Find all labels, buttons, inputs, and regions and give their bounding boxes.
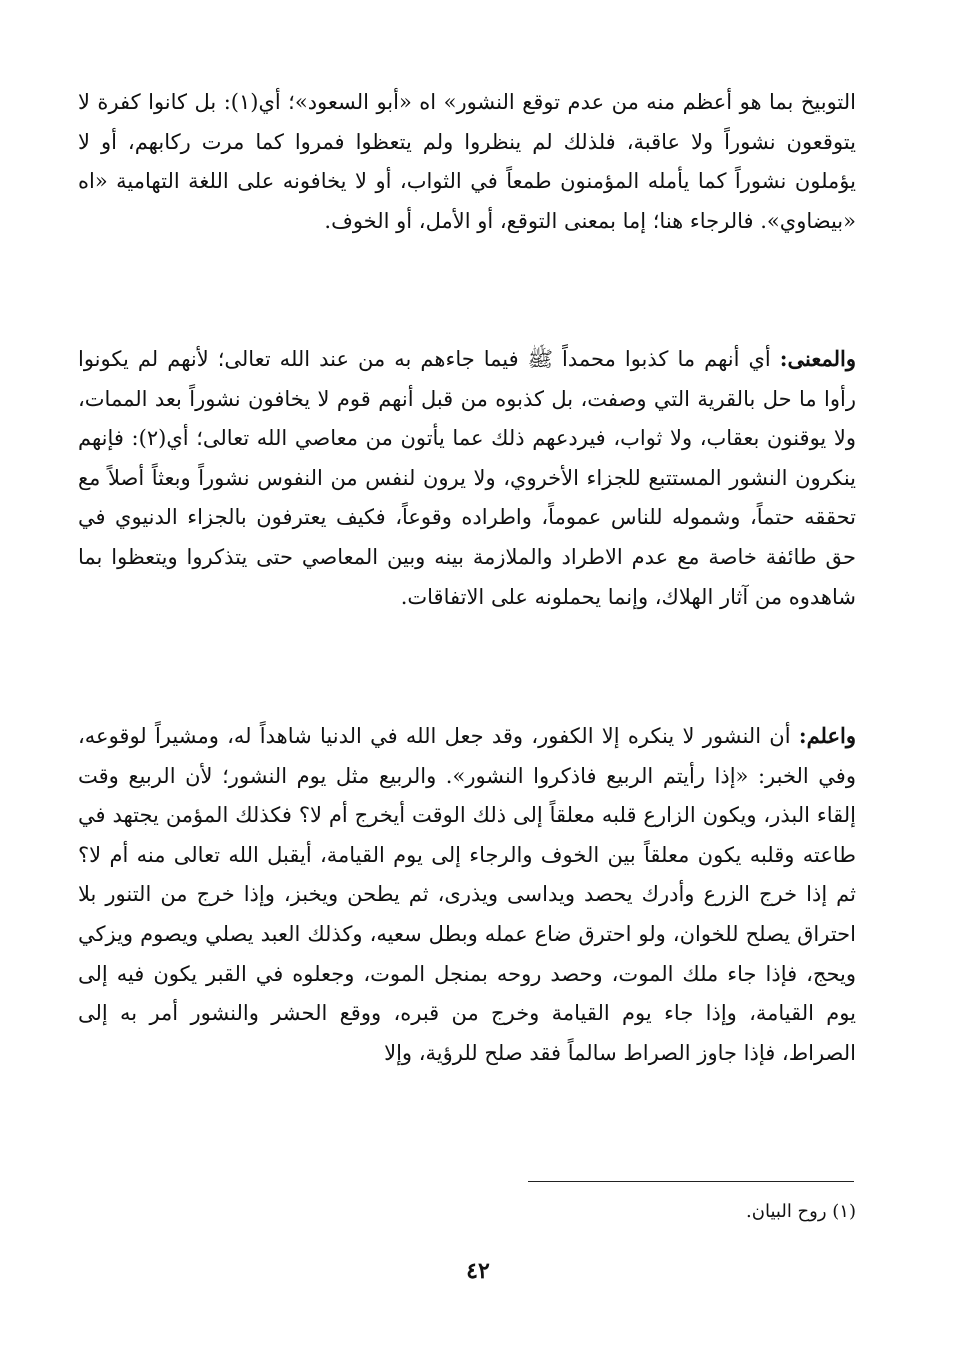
body-paragraph-2 <box>78 339 856 617</box>
footnote-divider <box>528 1181 854 1182</box>
paragraph-container <box>78 716 856 1073</box>
paragraph-text: أن النشور لا ينكره إلا الكفور، وقد جعل الله في الدنيا شاهداً له، ومشيراً لوقوعه، وفي الخبر: «إذا رأيتم الربيع فاذكروا النشور». والربيع مثل يوم النشور؛ لأن الربيع وقت إلقاء البذر، ويكون الزارع قلبه معلقاً إلى ذلك الوقت أيخرج أم لا؟ فكذلك المؤمن يجتهد في طاعته وقلبه يكون معلقاً بين الخوف والرجاء إلى يوم القيامة، أيقبل الله تعالى منه أم لا؟ ثم إذا خرج الزرع وأدرك يحصد ويداسى ويذرى، ثم يطحن ويخبز، وإذا خرج من التنور بلا احتراق يصلح للخوان، ولو احترق ضاع عمله وبطل سعيه، وكذلك العبد يصلي ويصوم ويزكي ويحج، فإذا جاء ملك الموت، وحصد روحه بمنجل الموت، وجعلوه في القبر يكون فيه إلى يوم القيامة، وإذا جاء يوم القيامة وخرج من قبره، ووقع الحشر والنشور أمر به إلى الصراط، فإذا جاوز الصراط سالماً فقد صلح للرؤية، وإلا <box>78 724 856 1065</box>
paragraph-lead-word: والمعنى: <box>779 346 856 371</box>
paragraph-text: أي أنهم ما كذبوا محمداً ﷺ فيما جاءهم به من عند الله تعالى؛ لأنهم لم يكونوا رأوا ما حل بالقرية التي وصفت، بل كذبوه من قبل أنهم قوم لا يخافون نشوراً بعد الممات، ولا يوقنون بعقاب، ولا ثواب، فيردعهم ذلك عما يأتون من معاصي الله تعالى؛ أي(٢): فإنهم ينكرون النشور المستتبع للجزاء الأخروي، ولا يرون لنفس من النفوس نشوراً وبعثاً أصلاً مع تحققه حتماً، وشموله للناس عموماً، واطراده وقوعاً، فكيف يعترفون بالجزاء الدنيوي في حق طائفة خاصة مع عدم الاطراد والملازمة بينه وبين المعاصي حتى يتذكروا ويتعظوا بما شاهدوه من آثار الهلاك، وإنما يحملونه على الاتفاقات. <box>78 347 856 609</box>
page-number: ٤٢ <box>466 1258 490 1284</box>
body-paragraph-1 <box>78 83 856 241</box>
paragraph-container <box>78 339 856 617</box>
paragraph-lead-word: واعلم: <box>798 723 856 748</box>
body-paragraph-3 <box>78 716 856 1073</box>
footnote: (١) روح البيان. <box>746 1201 856 1222</box>
paragraph-text: التوبيخ بما هو أعظم منه من عدم توقع النشور» اه «أبو السعود»؛ أي(١): بل كانوا كفرة لا يتوقعون نشوراً ولا عاقبة، فلذلك لم ينظروا ولم يتعظوا فمروا كما مرت ركابهم، أو لا يؤملون نشوراً كما يأمله المؤمنون طمعاً في الثواب، أو لا يخافونه على اللغة التهامية «اه «بيضاوي». فالرجاء هنا؛ إما بمعنى التوقع، أو الأمل، أو الخوف. <box>78 90 856 233</box>
